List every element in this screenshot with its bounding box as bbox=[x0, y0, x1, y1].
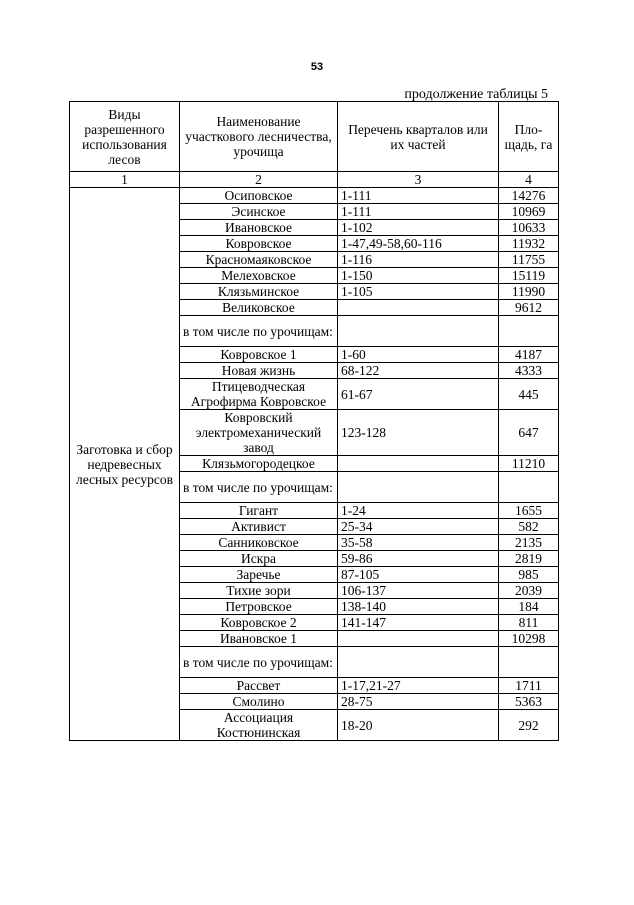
column-index: 2 bbox=[180, 172, 338, 188]
forestry-name-cell: Искра bbox=[180, 551, 338, 567]
forestry-name-cell: Тихие зори bbox=[180, 583, 338, 599]
usage-type-cell: Заготовка и сбор недревесных лесных ресурсов bbox=[70, 188, 180, 741]
forestry-name-cell: Мелеховское bbox=[180, 268, 338, 284]
area-cell: 10969 bbox=[499, 204, 559, 220]
header-usage-type: Виды разрешенного использования лесов bbox=[70, 102, 180, 172]
header-row bbox=[70, 102, 559, 172]
quarters-cell: 87-105 bbox=[338, 567, 499, 583]
area-cell: 2135 bbox=[499, 535, 559, 551]
forestry-name-cell: Великовское bbox=[180, 300, 338, 316]
forestry-name-cell: Ивановское 1 bbox=[180, 631, 338, 647]
forestry-name-cell: Заречье bbox=[180, 567, 338, 583]
forestry-name-cell: Санниковское bbox=[180, 535, 338, 551]
quarters-cell bbox=[338, 631, 499, 647]
subgroup-label: в том числе по урочищам: bbox=[180, 647, 338, 678]
subgroup-label: в том числе по урочищам: bbox=[180, 472, 338, 503]
quarters-cell: 1-105 bbox=[338, 284, 499, 300]
quarters-cell: 1-102 bbox=[338, 220, 499, 236]
forestry-name-cell: Петровское bbox=[180, 599, 338, 615]
forestry-name-cell: Рассвет bbox=[180, 678, 338, 694]
table-caption: продолжение таблицы 5 bbox=[404, 87, 548, 102]
quarters-cell: 18-20 bbox=[338, 710, 499, 741]
forestry-name-cell: Птицеводческая Агрофирма Ковровское bbox=[180, 379, 338, 410]
header-area: Пло-щадь, га bbox=[499, 102, 559, 172]
quarters-cell: 1-24 bbox=[338, 503, 499, 519]
forestry-name-cell: Красномаяковское bbox=[180, 252, 338, 268]
area-cell: 811 bbox=[499, 615, 559, 631]
forestry-name-cell: Ассоциация Костюнинская bbox=[180, 710, 338, 741]
forestry-name-cell: Ковровское bbox=[180, 236, 338, 252]
area-cell bbox=[499, 472, 559, 503]
quarters-cell: 61-67 bbox=[338, 379, 499, 410]
quarters-cell: 1-47,49-58,60-116 bbox=[338, 236, 499, 252]
quarters-cell: 68-122 bbox=[338, 363, 499, 379]
forestry-name-cell: Смолино bbox=[180, 694, 338, 710]
column-index: 3 bbox=[338, 172, 499, 188]
area-cell: 4187 bbox=[499, 347, 559, 363]
area-cell: 2039 bbox=[499, 583, 559, 599]
forestry-name-cell: Ковровское 2 bbox=[180, 615, 338, 631]
column-index: 4 bbox=[499, 172, 559, 188]
area-cell: 292 bbox=[499, 710, 559, 741]
quarters-cell: 1-111 bbox=[338, 204, 499, 220]
forest-usage-table bbox=[69, 101, 559, 741]
area-cell: 14276 bbox=[499, 188, 559, 204]
forestry-name-cell: Новая жизнь bbox=[180, 363, 338, 379]
forestry-name-cell: Ивановское bbox=[180, 220, 338, 236]
quarters-cell: 25-34 bbox=[338, 519, 499, 535]
area-cell: 10633 bbox=[499, 220, 559, 236]
area-cell: 2819 bbox=[499, 551, 559, 567]
quarters-cell: 28-75 bbox=[338, 694, 499, 710]
forestry-name-cell: Гигант bbox=[180, 503, 338, 519]
area-cell: 985 bbox=[499, 567, 559, 583]
area-cell: 5363 bbox=[499, 694, 559, 710]
area-cell: 647 bbox=[499, 410, 559, 456]
column-index: 1 bbox=[70, 172, 180, 188]
area-cell: 582 bbox=[499, 519, 559, 535]
area-cell: 11990 bbox=[499, 284, 559, 300]
quarters-cell: 141-147 bbox=[338, 615, 499, 631]
quarters-cell bbox=[338, 456, 499, 472]
area-cell: 1655 bbox=[499, 503, 559, 519]
forestry-name-cell: Клязьминское bbox=[180, 284, 338, 300]
header-quarters: Перечень кварталов или их частей bbox=[338, 102, 499, 172]
quarters-cell bbox=[338, 647, 499, 678]
area-cell bbox=[499, 316, 559, 347]
area-cell: 445 bbox=[499, 379, 559, 410]
area-cell: 10298 bbox=[499, 631, 559, 647]
quarters-cell bbox=[338, 472, 499, 503]
quarters-cell bbox=[338, 300, 499, 316]
page-number: 53 bbox=[310, 61, 324, 73]
forestry-name-cell: Ковровский электромеханический завод bbox=[180, 410, 338, 456]
area-cell bbox=[499, 647, 559, 678]
quarters-cell: 138-140 bbox=[338, 599, 499, 615]
quarters-cell: 1-60 bbox=[338, 347, 499, 363]
forestry-name-cell: Ковровское 1 bbox=[180, 347, 338, 363]
forestry-name-cell: Осиповское bbox=[180, 188, 338, 204]
forestry-name-cell: Клязьмогородецкое bbox=[180, 456, 338, 472]
area-cell: 11932 bbox=[499, 236, 559, 252]
area-cell: 184 bbox=[499, 599, 559, 615]
forestry-name-cell: Эсинское bbox=[180, 204, 338, 220]
header-forestry-name: Наименование участкового лесничества, урочища bbox=[180, 102, 338, 172]
area-cell: 15119 bbox=[499, 268, 559, 284]
quarters-cell bbox=[338, 316, 499, 347]
area-cell: 11755 bbox=[499, 252, 559, 268]
quarters-cell: 1-17,21-27 bbox=[338, 678, 499, 694]
table-row bbox=[70, 188, 559, 204]
quarters-cell: 1-111 bbox=[338, 188, 499, 204]
area-cell: 11210 bbox=[499, 456, 559, 472]
quarters-cell: 1-150 bbox=[338, 268, 499, 284]
quarters-cell: 59-86 bbox=[338, 551, 499, 567]
forestry-name-cell: Активист bbox=[180, 519, 338, 535]
area-cell: 1711 bbox=[499, 678, 559, 694]
quarters-cell: 106-137 bbox=[338, 583, 499, 599]
subgroup-label: в том числе по урочищам: bbox=[180, 316, 338, 347]
quarters-cell: 35-58 bbox=[338, 535, 499, 551]
quarters-cell: 1-116 bbox=[338, 252, 499, 268]
quarters-cell: 123-128 bbox=[338, 410, 499, 456]
area-cell: 9612 bbox=[499, 300, 559, 316]
area-cell: 4333 bbox=[499, 363, 559, 379]
column-index-row bbox=[70, 172, 559, 188]
